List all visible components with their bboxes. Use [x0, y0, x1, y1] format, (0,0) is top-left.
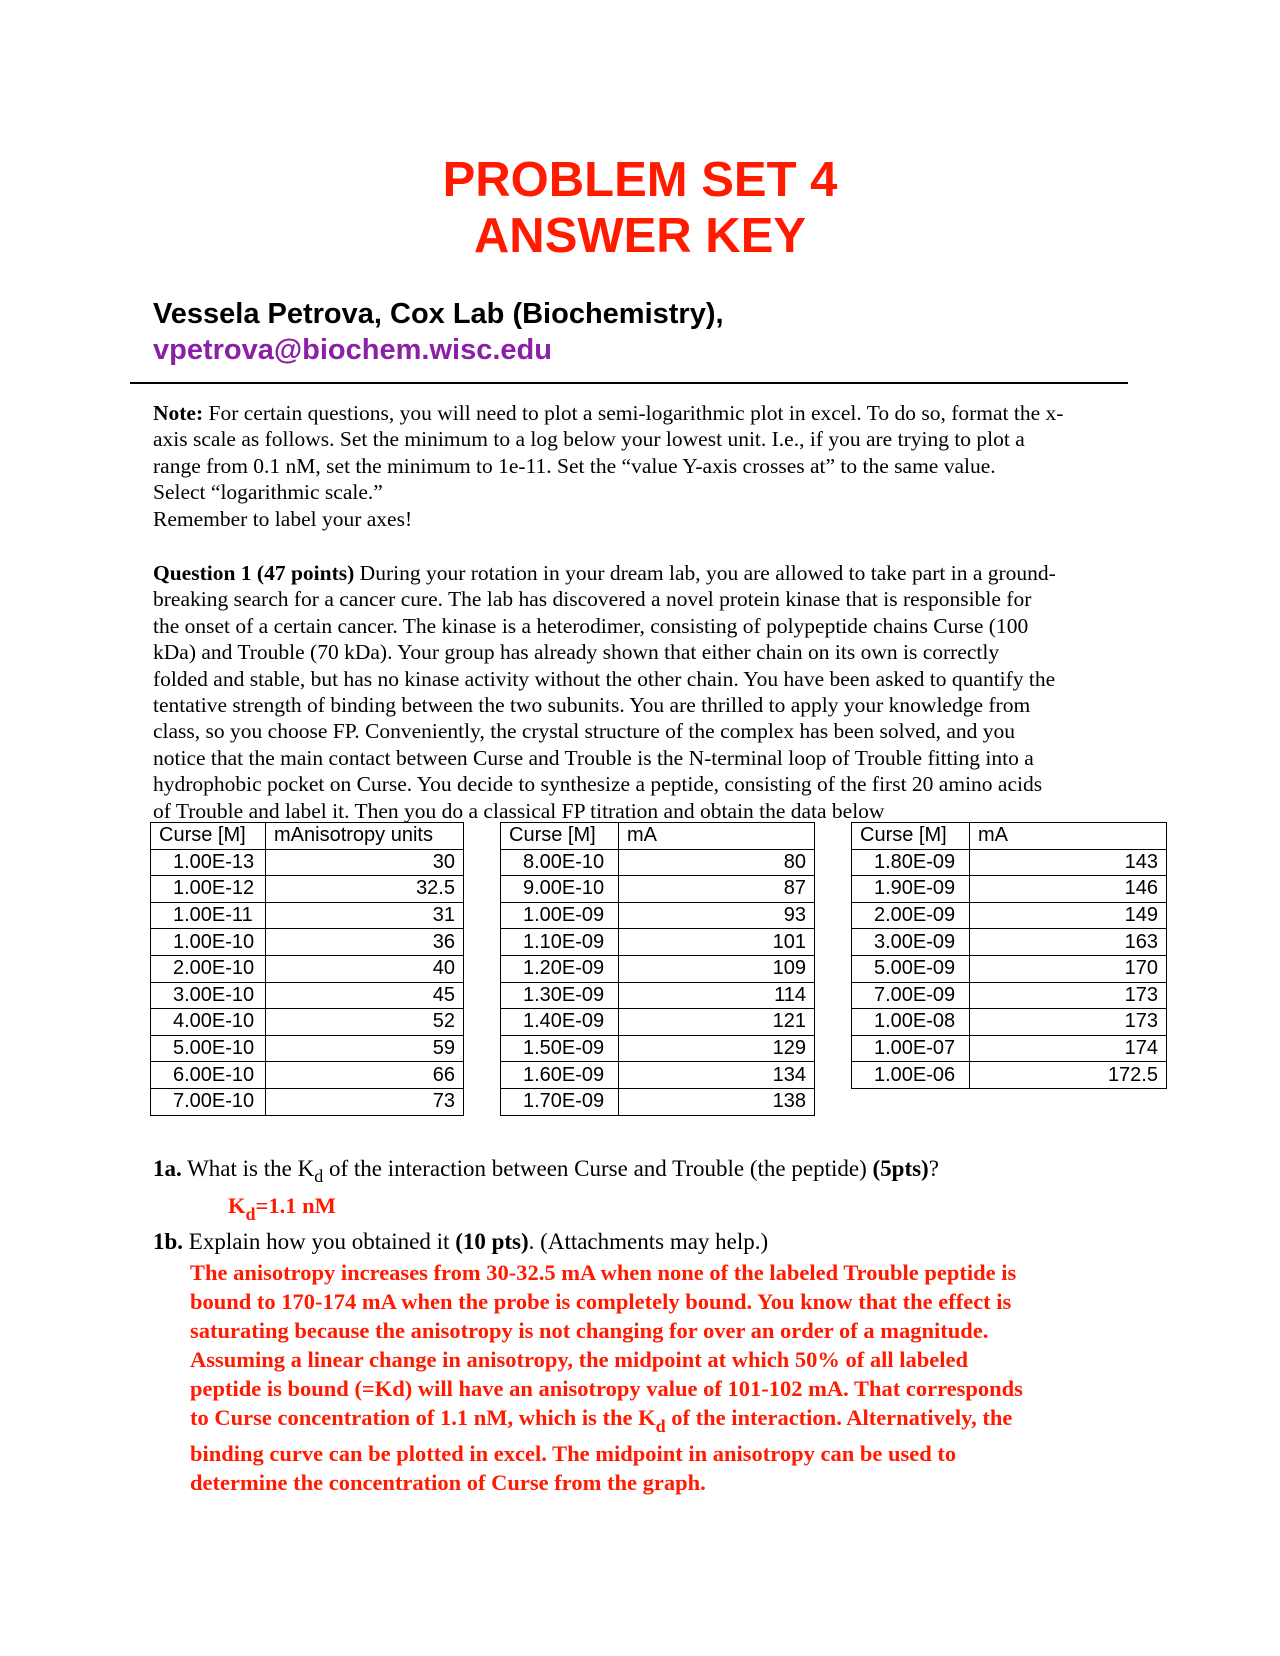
author-email: vpetrova@biochem.wisc.edu: [153, 334, 552, 366]
column-header-ma: mA: [619, 823, 815, 850]
note-line: Note: For certain questions, you will need to plot a semi-logarithmic plot in excel. To do so, format the x-: [153, 401, 1064, 425]
table-row: 4.00E-10 52: [151, 1009, 464, 1036]
table-row: 1.00E-12 32.5: [151, 876, 464, 903]
column-header-curse: Curse [M]: [151, 823, 266, 850]
answer-line: determine the concentration of Curse from the graph.: [190, 1470, 706, 1495]
question-line: notice that the main contact between Curse and Trouble is the N-terminal loop of Trouble fitting into a: [153, 745, 1034, 770]
note-line: Remember to label your axes!: [153, 506, 413, 531]
table-header-row: [852, 823, 1167, 850]
question-line: tentative strength of binding between the two subunits. You are thrilled to apply your knowledge from: [153, 692, 1031, 717]
question-line: of Trouble and label it. Then you do a classical FP titration and obtain the data below: [153, 798, 885, 823]
table-row: 1.00E-10 36: [151, 929, 464, 956]
question-line: Question 1 (47 points) During your rotation in your dream lab, you are allowed to take part in a ground-: [153, 561, 1056, 585]
table-row: 8.00E-10 80: [501, 849, 815, 876]
table-row: 1.00E-08 173: [852, 1009, 1167, 1036]
data-table-2: [500, 822, 815, 1116]
table-row: 1.70E-09 138: [501, 1088, 815, 1115]
answer-line: peptide is bound (=Kd) will have an anisotropy value of 101-102 mA. That corresponds: [190, 1376, 1023, 1401]
answer-1a: $K_d=1.1$ nM: [228, 1193, 336, 1224]
table-row: 1.00E-11 31: [151, 902, 464, 929]
table-row: 5.00E-10 59: [151, 1035, 464, 1062]
data-table-3: [851, 822, 1167, 1089]
table-row: 2.00E-10 40: [151, 955, 464, 982]
table-row: 7.00E-10 73: [151, 1088, 464, 1115]
note-line: axis scale as follows. Set the minimum to a log below your lowest unit. I.e., if you are trying to plot a: [153, 427, 1025, 452]
question-1-label: Question 1 (47 points): [153, 561, 355, 585]
table-row: 9.00E-10 87: [501, 876, 815, 903]
table-row: 6.00E-10 66: [151, 1062, 464, 1089]
answer-line: Assuming a linear change in anisotropy, the midpoint at which 50% of all labeled: [190, 1347, 969, 1372]
page-title-line-2: ANSWER KEY: [473, 209, 807, 263]
answer-line: binding curve can be plotted in excel. The midpoint in anisotropy can be used to: [190, 1441, 957, 1466]
table-row: 1.00E-07 174: [852, 1035, 1167, 1062]
answer-line: saturating because the anisotropy is not changing for over an order of a magnitude.: [190, 1318, 989, 1343]
answer-line: The anisotropy increases from 30-32.5 mA when none of the labeled Trouble peptide is: [190, 1260, 1017, 1285]
column-header-curse: Curse [M]: [501, 823, 619, 850]
table-row: 1.00E-13 30: [151, 849, 464, 876]
table-row: 1.20E-09 109: [501, 955, 815, 982]
column-header-curse: Curse [M]: [852, 823, 970, 850]
table-row: 1.40E-09 121: [501, 1009, 815, 1036]
table-row: 1.30E-09 114: [501, 982, 815, 1009]
answer-1b: [190, 1258, 1170, 1497]
table-header-row: [501, 823, 815, 850]
page-title-line-1: PROBLEM SET 4: [442, 153, 838, 207]
table-header-row: [151, 823, 464, 850]
column-header-ma: mA: [970, 823, 1167, 850]
table-row: 3.00E-10 45: [151, 982, 464, 1009]
note-paragraph: [153, 400, 1133, 532]
header-divider: [130, 382, 1128, 384]
question-line: breaking search for a cancer cure. The lab has discovered a novel protein kinase that is responsible for: [153, 587, 1032, 612]
answer-line: to Curse concentration of 1.1 nM, which is the $K_d$ of the interaction. Alternatively, the: [190, 1405, 1013, 1436]
question-line: the onset of a certain cancer. The kinase is a heterodimer, consisting of polypeptide chains Curse (100: [153, 613, 1029, 638]
table-row: 1.60E-09 134: [501, 1062, 815, 1089]
table-row: 1.50E-09 129: [501, 1035, 815, 1062]
question-line: folded and stable, but has no kinase activity without the other chain. You have been asked to quantify the: [153, 666, 1056, 691]
table-row: 1.90E-09 146: [852, 876, 1167, 903]
table-row: 1.00E-06 172.5: [852, 1062, 1167, 1089]
answer-line: bound to 170-174 mA when the probe is completely bound. You know that the effect is: [190, 1289, 1012, 1314]
question-1b: 1b. Explain how you obtained it (10 pts). (Attachments may help.): [153, 1229, 769, 1254]
table-row: 1.80E-09 143: [852, 849, 1167, 876]
question-1a: 1a. What is the $K_d$ of the interaction between Curse and Trouble (the peptide) (5pts)?: [153, 1156, 939, 1186]
data-table-1: [150, 822, 464, 1116]
table-row: 1.10E-09 101: [501, 929, 815, 956]
question-line: kDa) and Trouble (70 kDa). Your group has already shown that either chain on its own is correctly: [153, 640, 1000, 665]
note-line: Select “logarithmic scale.”: [153, 480, 383, 505]
table-row: 5.00E-09 170: [852, 955, 1167, 982]
table-row: 7.00E-09 173: [852, 982, 1167, 1009]
table-row: 3.00E-09 163: [852, 929, 1167, 956]
question-1-paragraph: [153, 560, 1133, 824]
table-row: 1.00E-09 93: [501, 902, 815, 929]
column-header-manisotropy: mAnisotropy units: [266, 823, 464, 850]
author-line: Vessela Petrova, Cox Lab (Biochemistry),: [153, 298, 724, 330]
table-row: 2.00E-09 149: [852, 902, 1167, 929]
note-label: Note:: [153, 401, 204, 425]
question-line: class, so you choose FP. Conveniently, the crystal structure of the complex has been solved, and you: [153, 719, 1016, 744]
question-line: hydrophobic pocket on Curse. You decide to synthesize a peptide, consisting of the first 20 amino acids: [153, 772, 1043, 797]
note-line: range from 0.1 nM, set the minimum to 1e-11. Set the “value Y-axis crosses at” to the same value.: [153, 453, 996, 478]
